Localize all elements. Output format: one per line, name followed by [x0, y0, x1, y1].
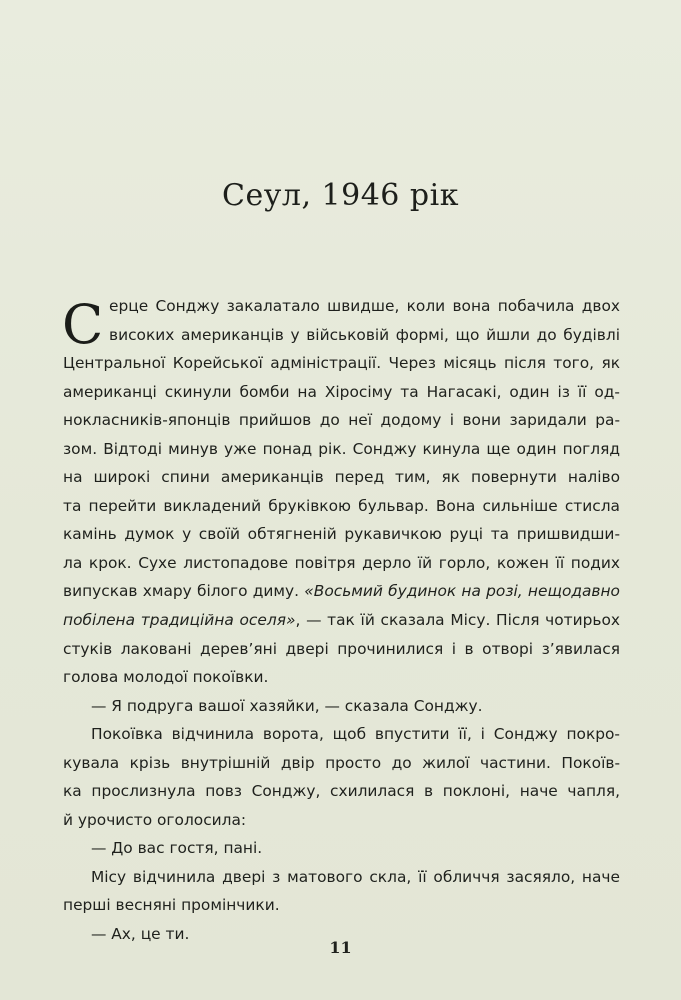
text-line: ла крок. Сухе листопадове повітря дерло їй горло, кожен її подих: [63, 553, 620, 572]
drop-cap: С: [62, 293, 104, 356]
text-fragment: випускав хмару білого диму.: [63, 582, 300, 601]
chapter-title: Сеул, 1946 рік: [222, 178, 459, 213]
page-number: 11: [329, 938, 352, 957]
text-line: перші весняні промінчики.: [63, 896, 280, 915]
text-line: зом. Відтоді минув уже понад рік. Сонджу кинула ще один погляд: [63, 439, 620, 458]
chapter-body: [63, 292, 620, 949]
text-line: нокласників-японців прийшов до неї додому і вони заридали ра-: [63, 411, 620, 430]
text-line: американці скинули бомби на Хіросіму та Нагасакі, один із її од-: [63, 382, 620, 401]
text-line: на широкі спини американців перед тим, як повернути наліво: [63, 468, 620, 487]
dialogue-line: — Ах, це ти.: [91, 925, 190, 944]
text-line: високих американців у військовій формі, що йшли до будівлі: [109, 325, 620, 344]
text-line: стуків лаковані дерев’яні двері прочинилися і в отворі з’явилася: [63, 639, 620, 658]
text-line-with-quote: [63, 577, 620, 606]
text-line: кувала крізь внутрішній двір просто до жилої частини. Покоїв-: [63, 753, 620, 772]
dialogue-line: — До вас гостя, пані.: [91, 839, 263, 858]
text-line-with-quote: [63, 606, 620, 635]
text-line: камінь думок у своїй обтягненій рукавичкою руці та пришвидши-: [63, 525, 620, 544]
text-line: Покоївка відчинила ворота, щоб впустити її, і Сонджу покро-: [91, 725, 620, 744]
dialogue-line: — Я подруга вашої хазяйки, — сказала Сонджу.: [91, 696, 483, 715]
text-line: ерце Сонджу закалатало швидше, коли вона побачила двох: [109, 297, 620, 315]
text-line: голова молодої покоївки.: [63, 668, 269, 687]
text-line: й урочисто оголосила:: [63, 810, 247, 829]
text-line: Місу відчинила двері з матового скла, її обличчя засяяло, наче: [91, 867, 620, 886]
text-fragment: , — так їй сказала Місу. Після чотирьох: [295, 611, 620, 630]
quote-italic: побілена традиційна оселя»: [63, 611, 296, 630]
text-line: та перейти викладений бруківкою бульвар. Вона сильніше стисла: [63, 496, 620, 515]
quote-italic: «Восьмий будинок на розі, нещодавно: [304, 582, 620, 601]
text-line: ка прослизнула повз Сонджу, схилилася в поклоні, наче чапля,: [63, 782, 620, 801]
text-line: Центральної Корейської адміністрації. Через місяць після того, як: [63, 354, 620, 373]
